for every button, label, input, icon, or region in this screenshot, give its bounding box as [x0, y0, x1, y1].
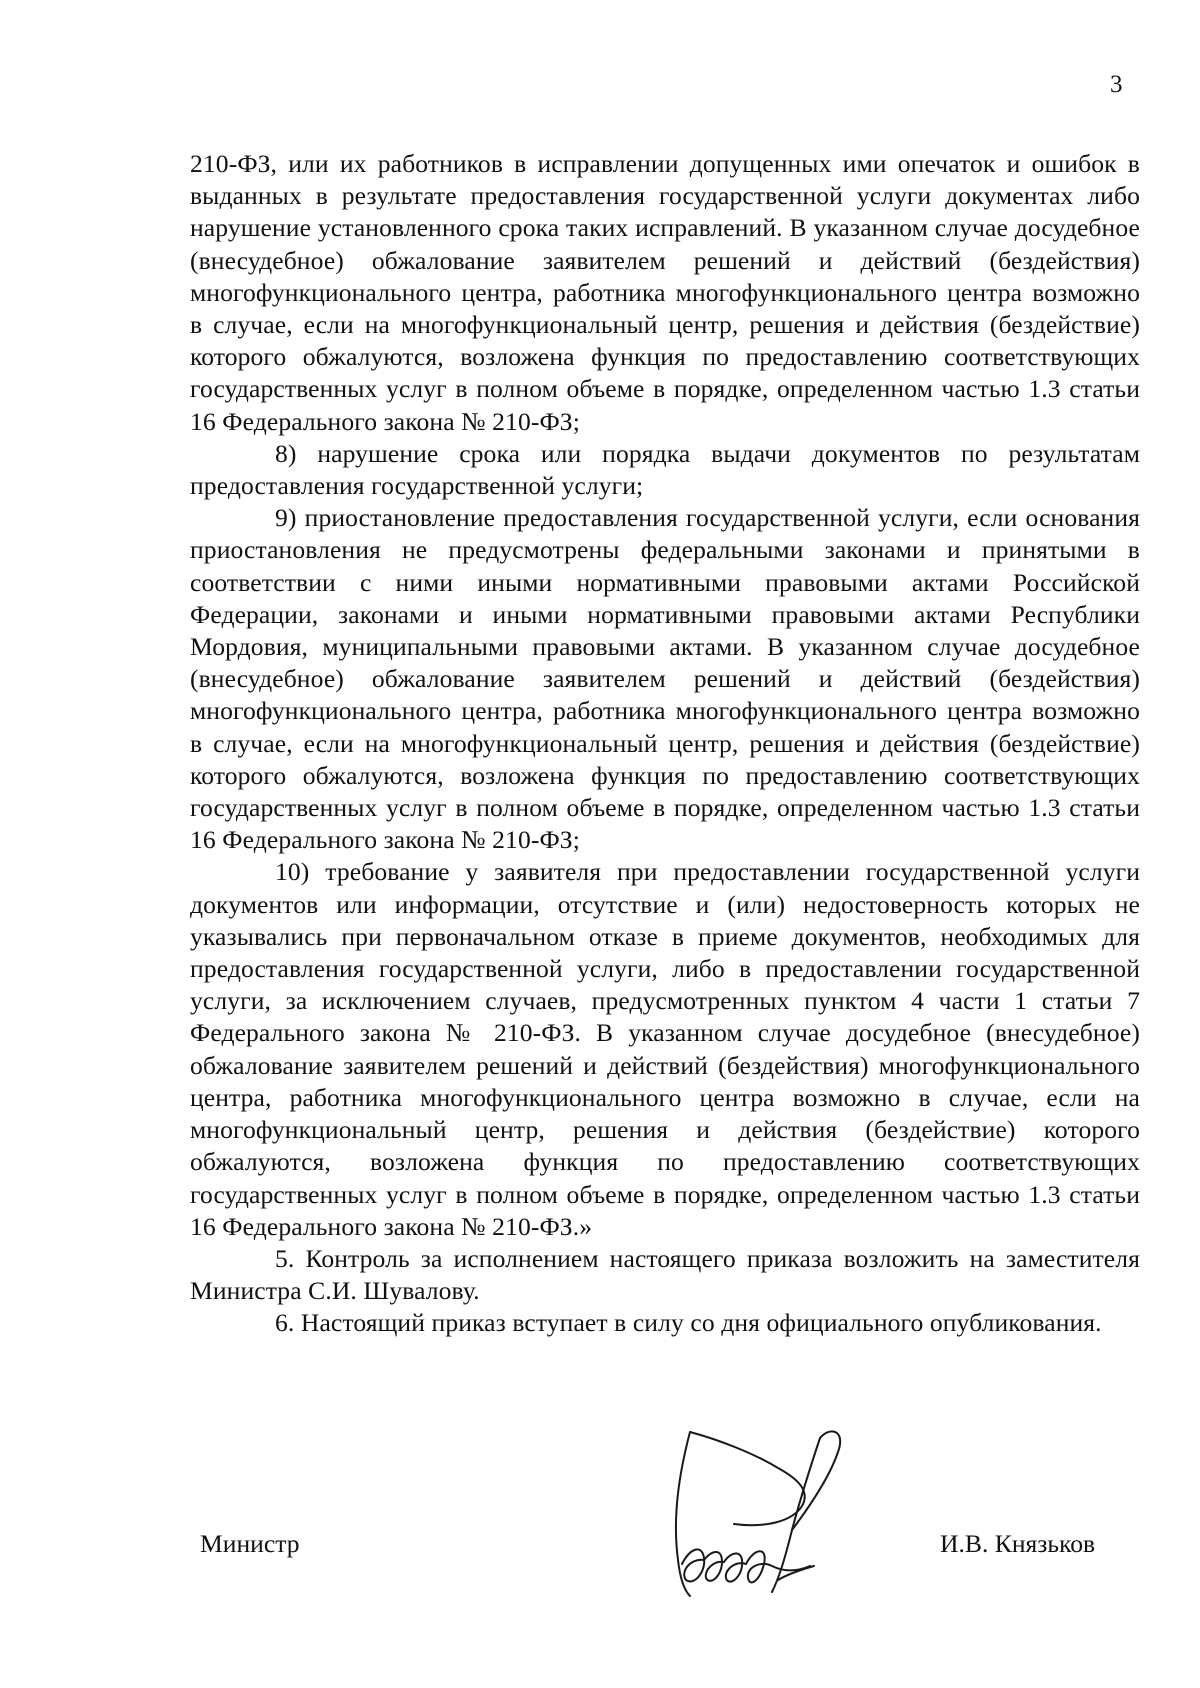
signature-icon [660, 1420, 880, 1610]
page-number: 3 [1110, 71, 1123, 98]
paragraph-item-9: 9) приостановление предоставления государственной услуги, если основания приостановления не предусмотрены федеральными законами и принятыми в соответствии с ними иными нормативными правовыми актами Российской Федерации, законами и иными нормативными правовыми актами Республики Мордовия, муниципальными правовыми актами. В указанном случае досудебное (внесудебное) обжалование заявителем решений и действий (бездействия) многофункционального центра, работника многофункционального центра возможно в случае, если на многофункциональный центр, решения и действия (бездействие) которого обжалуются, возложена функция по предоставлению соответствующих государственных услуг в полном объеме в порядке, определенном частью 1.3 статьи 16 Федерального закона № 210-ФЗ; [190, 503, 1140, 855]
paragraph-clause-6: 6. Настоящий приказ вступает в силу со дня официального опубликования. [275, 1308, 1102, 1338]
signatory-title: Министр [200, 1529, 300, 1558]
paragraph-item-8: 8) нарушение срока или порядка выдачи документов по результатам предоставления государственной услуги; [190, 438, 1140, 501]
paragraph-continuation: 210-ФЗ, или их работников в исправлении допущенных ими опечаток и ошибок в выданных в результате предоставления государственной услуги документах либо нарушение установленного срока таких исправлений. В указанном случае досудебное (внесудебное) обжалование заявителем решений и действий (бездействия) многофункционального центра, работника многофункционального центра возможно в случае, если на многофункциональный центр, решения и действия (бездействие) которого обжалуются, возложена функция по предоставлению соответствующих государственных услуг в полном объеме в порядке, определенном частью 1.3 статьи 16 Федерального закона № 210-ФЗ; [190, 149, 1140, 436]
paragraph-item-10: 10) требование у заявителя при предоставлении государственной услуги документов или информации, отсутствие и (или) недостоверность которых не указывались при первоначальном отказе в приеме документов, необходимых для предоставления государственной услуги, либо в предоставлении государственной услуги, за исключением случаев, предусмотренных пунктом 4 части 1 статьи 7 Федерального закона № 210-ФЗ. В указанном случае досудебное (внесудебное) обжалование заявителем решений и действий (бездействия) многофункционального центра, работника многофункционального центра возможно в случае, если на многофункциональный центр, решения и действия (бездействие) которого обжалуются, возложена функция по предоставлению соответствующих государственных услуг в полном объеме в порядке, определенном частью 1.3 статьи 16 Федерального закона № 210-ФЗ.» [190, 857, 1140, 1241]
signatory-name: И.В. Князьков [940, 1529, 1096, 1558]
document-body [190, 148, 1140, 1340]
paragraph-clause-5: 5. Контроль за исполнением настоящего приказа возложить на заместителя Министра С.И. Шувалову. [190, 1243, 1140, 1306]
